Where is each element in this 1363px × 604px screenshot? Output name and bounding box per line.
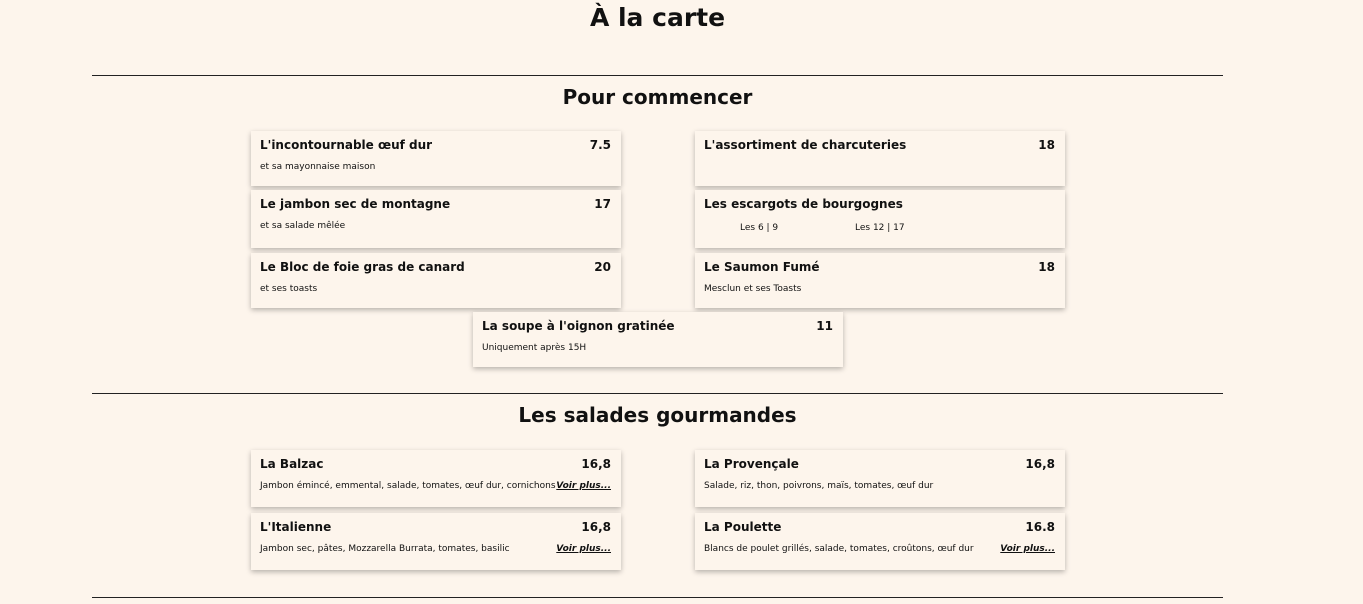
item-name: L'incontournable œuf dur xyxy=(260,138,433,152)
section-divider xyxy=(92,393,1223,394)
item-description: Mesclun et ses Toasts xyxy=(704,284,802,294)
item-price: 16.8 xyxy=(1025,520,1055,534)
item-description: et ses toasts xyxy=(260,284,318,294)
menu-item-card xyxy=(251,190,621,248)
item-name: La Balzac xyxy=(260,457,324,471)
item-price: 20 xyxy=(594,260,611,274)
item-option: Les 6 | 9 xyxy=(740,223,779,233)
menu-item-card xyxy=(251,131,621,186)
item-price: 11 xyxy=(816,319,833,333)
item-option: Les 12 | 17 xyxy=(855,223,905,233)
section-divider xyxy=(92,75,1223,76)
item-description: Blancs de poulet grillés, salade, tomates, croûtons, œuf dur xyxy=(704,544,974,554)
see-more-link[interactable]: Voir plus... xyxy=(556,481,611,491)
item-name: Le jambon sec de montagne xyxy=(260,197,451,211)
menu-item-card xyxy=(251,450,621,507)
menu-item-card xyxy=(695,131,1065,186)
item-price: 7.5 xyxy=(589,138,611,152)
item-description: et sa mayonnaise maison xyxy=(260,162,376,172)
item-description: Salade, riz, thon, poivrons, maïs, tomates, œuf dur xyxy=(704,481,934,491)
item-name: Le Saumon Fumé xyxy=(704,260,820,274)
section-title-salads: Les salades gourmandes xyxy=(518,403,797,427)
section-title-starters: Pour commencer xyxy=(562,85,753,109)
item-price: 16,8 xyxy=(581,520,611,534)
item-name: L'assortiment de charcuteries xyxy=(704,138,907,152)
menu-item-card xyxy=(695,190,1065,248)
item-name: La soupe à l'oignon gratinée xyxy=(482,319,675,333)
item-description: Uniquement après 15H xyxy=(482,343,587,353)
item-description: et sa salade mêlée xyxy=(260,221,346,231)
menu-item-card xyxy=(695,450,1065,507)
menu-item-card xyxy=(251,253,621,308)
item-name: L'Italienne xyxy=(260,520,332,534)
item-name: Le Bloc de foie gras de canard xyxy=(260,260,465,274)
see-more-link[interactable]: Voir plus... xyxy=(556,544,611,554)
menu-item-card xyxy=(695,253,1065,308)
item-name: La Poulette xyxy=(704,520,782,534)
menu-item-card xyxy=(695,513,1065,570)
page-title: À la carte xyxy=(589,3,726,32)
item-name: Les escargots de bourgognes xyxy=(704,197,903,211)
item-price: 18 xyxy=(1038,138,1055,152)
menu-item-card xyxy=(473,312,843,367)
menu-item-card xyxy=(251,513,621,570)
section-divider xyxy=(92,597,1223,598)
item-price: 16,8 xyxy=(581,457,611,471)
item-description: Jambon sec, pâtes, Mozzarella Burrata, tomates, basilic xyxy=(260,544,510,554)
item-price: 16,8 xyxy=(1025,457,1055,471)
item-description: Jambon émincé, emmental, salade, tomates, œuf dur, cornichons xyxy=(260,481,556,491)
item-price: 17 xyxy=(594,197,611,211)
item-name: La Provençale xyxy=(704,457,799,471)
see-more-link[interactable]: Voir plus... xyxy=(1000,544,1055,554)
item-price: 18 xyxy=(1038,260,1055,274)
